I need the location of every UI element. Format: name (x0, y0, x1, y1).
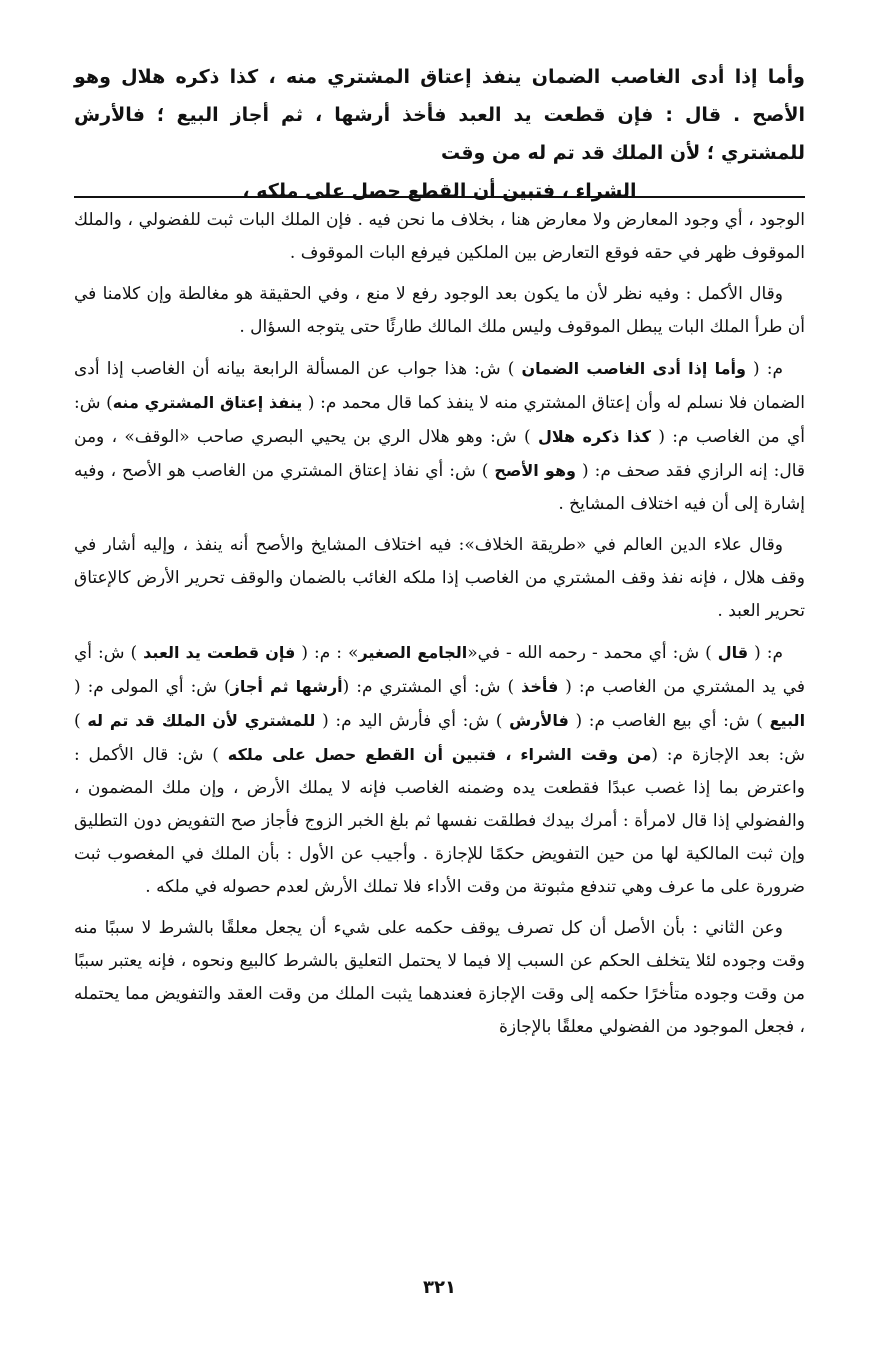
commentary-text: ) ش: أي المشتري م: ( (342, 677, 515, 697)
main-text-line: قطعت يد العبد فأخذ أرشها ، ثم أجاز البيع ؛ فالأرش للمشتري ؛ لأن الملك قد تم له من وقت (74, 104, 805, 164)
quoted-matn: ينفذ إعتاق المشتري منه (112, 393, 303, 412)
quoted-matn: للمشتري لأن الملك قد تم له (87, 711, 316, 730)
quoted-matn: وأما إذا أدى الغاصب الضمان (521, 359, 746, 378)
section-divider (74, 196, 805, 198)
quoted-matn: الجامع الصغير (358, 643, 468, 662)
commentary-paragraph (74, 352, 805, 521)
quoted-matn: كذا ذكره هلال (537, 427, 651, 446)
commentary-text: » : م: ( (301, 643, 359, 663)
quoted-matn: وهو الأصح (494, 461, 576, 480)
commentary-paragraph: الوجود ، أي وجود المعارض ولا معارض هنا ، بخلاف ما نحن فيه . فإن الملك البات ثبت للفضولي ، والملك الموقوف ظهر في حقه فوقع التعارض بين الملكين فيرفع البات الموقوف . (74, 210, 805, 263)
quoted-matn: قال (717, 643, 749, 662)
quoted-matn: من وقت الشراء ، فتبين أن القطع حصل على ملكه (227, 745, 652, 764)
commentary-text: ) ش: بعد الإجازة م: ( (74, 711, 806, 765)
commentary-text: ) ش: وهو هلال الري بن يحيي البصري صاحب «الوقف» ، ومن قال: إنه الرازي فقد صحف م: ( (74, 427, 805, 481)
commentary-text: ) ش: أي فأرش اليد م: ( (322, 711, 503, 731)
commentary-paragraph: وقال الأكمل : وفيه نظر لأن ما يكون بعد الوجود رفع لا منع ، وفي الحقيقة هو مغالطة وإن كلامنا في أن طرأ الملك البات يبطل الموقوف وليس ملك المالك طارئًا حتى يتوجه السؤال . (74, 284, 805, 337)
quoted-matn: البيع (769, 711, 806, 730)
commentary-text: ) ش: أي في يد المشتري من الغاصب م: ( (74, 643, 805, 697)
main-text-line: الشراء ، فتبين أن القطع حصل على ملكه ، (242, 180, 637, 202)
main-text (74, 58, 805, 210)
commentary-text: ) ش: أي المولى م: ( (74, 677, 231, 697)
quoted-matn: أرشها ثم أجاز (230, 677, 343, 696)
commentary-text: م: ( (753, 359, 784, 379)
commentary-text: ) ش: هذا جواب عن المسألة الرابعة بيانه أن الغاصب إذا أدى الضمان فلا نسلم له وأن إعتاق المشتري منه لا ينفذ كما قال محمد م: ( (74, 359, 806, 413)
commentary-text: ) ش: أي نفاذ إعتاق المشتري من الغاصب هو الأصح ، وفيه إشارة إلى أن فيه اختلاف المشايخ . (74, 461, 805, 514)
commentary-paragraph (74, 636, 805, 904)
quoted-matn: فأخذ (521, 677, 559, 696)
quoted-matn: فإن قطعت يد العبد (143, 643, 296, 662)
main-text-line: وأما إذا أدى الغاصب الضمان ينفذ إعتاق المشتري منه ، كذا ذكره هلال وهو الأصح . قال : فإن (74, 66, 805, 126)
page-number: ٣٢١ (423, 1277, 456, 1298)
commentary-text: ) ش: قال الأكمل : واعترض بما إذا غصب عبدًا فقطعت يده وضمنه الغاصب فإنه لا يملك الأرض ، وإن ملك المضمون ، والفضولي إذا قال لامرأة : أمرك بيدك فطلقت نفسها ثم بلغ الخبر الزوج فأجاز صح التفويض دون التطليق وإن ثبت المالكية لها من حين التفويض حكمًا للإجازة . وأجيب عن الأول : بأن الملك في المغصوب ثبت ضرورة على ما عرف وهي تندفع مثبوتة من وقت الأداء فلا تملك الأرش لعدم حصوله في ملكه . (74, 745, 805, 897)
quoted-matn: فالأرش (509, 711, 569, 730)
commentary-text: ) ش: أي محمد - رحمه الله - في« (467, 643, 712, 663)
commentary-paragraph: وعن الثاني : بأن الأصل أن كل تصرف يوقف حكمه على شيء أن يجعل معلقًا بالشرط لا سببًا منه وقت وجوده لئلا يتخلف الحكم عن السبب إلا فيما لا يحتمل التعليق بالشرط كالبيع ونحوه ، فإنه يعتبر سببًا من وقت وجوده متأخرًا حكمه إلى وقت الإجازة فعندهما يثبت الملك من وقت العقد والتفويض مما يحتمله ، فجعل الموجود من الفضولي معلقًا بالإجازة (74, 918, 805, 1037)
commentary-text: م: ( (754, 643, 784, 663)
commentary-text: ) ش: أي بيع الغاصب م: ( (575, 711, 763, 731)
commentary-paragraph: وقال علاء الدين العالم في «طريقة الخلاف»: فيه اختلاف المشايخ والأصح أنه ينفذ ، وإليه أشار في وقف هلال ، فإنه نفذ وقف المشتري من الغاصب إذا ملكه الغائب بالضمان والوقف تحرير الأرض كالإعتاق تحرير العبد . (74, 535, 805, 621)
commentary (74, 204, 805, 1052)
commentary-text: ) ش: أي من الغاصب م: ( (74, 393, 806, 447)
